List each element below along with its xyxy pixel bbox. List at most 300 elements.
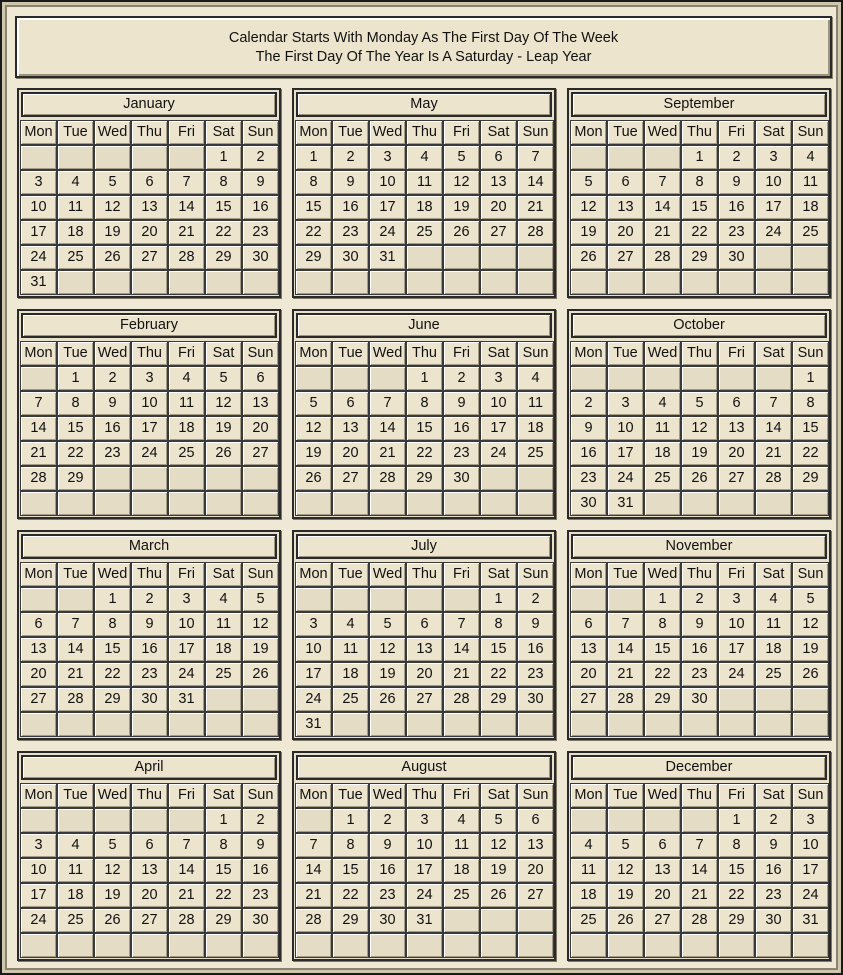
day-cell: 29 — [480, 687, 517, 712]
day-cell: 27 — [607, 245, 644, 270]
day-cell: 28 — [20, 466, 57, 491]
day-cell: 14 — [607, 637, 644, 662]
day-cell: 19 — [792, 637, 829, 662]
day-cell: 1 — [94, 587, 131, 612]
empty-day-cell — [168, 808, 205, 833]
day-cell: 10 — [131, 391, 168, 416]
weekday-header-mon: Mon — [295, 783, 332, 808]
day-cell: 7 — [168, 170, 205, 195]
day-cell: 6 — [20, 612, 57, 637]
weekday-header-fri: Fri — [443, 120, 480, 145]
day-cell: 29 — [57, 466, 94, 491]
weekday-header-mon: Mon — [295, 341, 332, 366]
empty-day-cell — [168, 712, 205, 737]
weekday-header-wed: Wed — [369, 341, 406, 366]
empty-day-cell — [205, 687, 242, 712]
day-cell: 27 — [570, 687, 607, 712]
weekday-header-tue: Tue — [332, 120, 369, 145]
empty-day-cell — [480, 466, 517, 491]
day-cell: 21 — [168, 220, 205, 245]
day-cell: 27 — [20, 687, 57, 712]
day-cell: 18 — [755, 637, 792, 662]
weekday-header-sat: Sat — [480, 562, 517, 587]
day-cell: 25 — [205, 662, 242, 687]
month-december — [567, 751, 831, 961]
day-cell: 19 — [242, 637, 279, 662]
day-cell: 28 — [168, 245, 205, 270]
empty-day-cell — [517, 908, 554, 933]
empty-day-cell — [644, 712, 681, 737]
day-cell: 30 — [755, 908, 792, 933]
day-cell: 4 — [755, 587, 792, 612]
empty-day-cell — [57, 808, 94, 833]
day-cell: 30 — [718, 245, 755, 270]
empty-day-cell — [443, 491, 480, 516]
day-cell: 4 — [443, 808, 480, 833]
empty-day-cell — [570, 145, 607, 170]
day-cell: 25 — [406, 220, 443, 245]
empty-day-cell — [242, 712, 279, 737]
weekday-header-thu: Thu — [406, 341, 443, 366]
empty-day-cell — [570, 270, 607, 295]
day-cell: 20 — [644, 883, 681, 908]
day-cell: 3 — [607, 391, 644, 416]
day-cell: 4 — [168, 366, 205, 391]
day-cell: 5 — [792, 587, 829, 612]
day-cell: 2 — [242, 808, 279, 833]
month-september — [567, 88, 831, 298]
day-cell: 22 — [295, 220, 332, 245]
empty-day-cell — [94, 491, 131, 516]
day-cell: 15 — [644, 637, 681, 662]
day-cell: 2 — [517, 587, 554, 612]
day-cell: 28 — [607, 687, 644, 712]
day-cell: 19 — [295, 441, 332, 466]
day-cell: 24 — [480, 441, 517, 466]
day-cell: 15 — [406, 416, 443, 441]
day-cell: 21 — [443, 662, 480, 687]
day-cell: 6 — [131, 833, 168, 858]
day-cell: 5 — [369, 612, 406, 637]
weekday-header-mon: Mon — [570, 562, 607, 587]
day-cell: 24 — [792, 883, 829, 908]
weekday-header-sun: Sun — [517, 341, 554, 366]
day-cell: 29 — [205, 908, 242, 933]
empty-day-cell — [480, 270, 517, 295]
day-cell: 1 — [205, 808, 242, 833]
empty-day-cell — [131, 466, 168, 491]
empty-day-cell — [570, 808, 607, 833]
day-cell: 8 — [295, 170, 332, 195]
day-cell: 7 — [607, 612, 644, 637]
day-cell: 12 — [480, 833, 517, 858]
day-cell: 17 — [131, 416, 168, 441]
day-cell: 29 — [792, 466, 829, 491]
day-cell: 25 — [443, 883, 480, 908]
day-cell: 1 — [57, 366, 94, 391]
day-cell: 27 — [718, 466, 755, 491]
day-cell: 8 — [94, 612, 131, 637]
empty-day-cell — [406, 270, 443, 295]
day-cell: 14 — [681, 858, 718, 883]
day-cell: 26 — [480, 883, 517, 908]
day-cell: 6 — [644, 833, 681, 858]
month-title: March — [21, 534, 277, 559]
day-cell: 16 — [570, 441, 607, 466]
day-cell: 2 — [681, 587, 718, 612]
day-cell: 10 — [607, 416, 644, 441]
day-cell: 18 — [332, 662, 369, 687]
empty-day-cell — [570, 366, 607, 391]
day-cell: 26 — [607, 908, 644, 933]
day-cell: 19 — [94, 883, 131, 908]
weekday-header-wed: Wed — [644, 562, 681, 587]
empty-day-cell — [369, 712, 406, 737]
empty-day-cell — [792, 245, 829, 270]
day-cell: 4 — [792, 145, 829, 170]
weekday-header-sat: Sat — [755, 783, 792, 808]
day-cell: 5 — [205, 366, 242, 391]
empty-day-cell — [205, 491, 242, 516]
day-cell: 7 — [443, 612, 480, 637]
day-cell: 14 — [517, 170, 554, 195]
day-cell: 30 — [681, 687, 718, 712]
day-cell: 21 — [168, 883, 205, 908]
weekday-header-mon: Mon — [295, 120, 332, 145]
day-cell: 17 — [755, 195, 792, 220]
weekday-header-mon: Mon — [295, 562, 332, 587]
day-cell: 21 — [755, 441, 792, 466]
weekday-header-sun: Sun — [242, 120, 279, 145]
weekday-header-fri: Fri — [718, 783, 755, 808]
day-cell: 4 — [205, 587, 242, 612]
day-cell: 9 — [755, 833, 792, 858]
empty-day-cell — [20, 366, 57, 391]
day-cell: 31 — [20, 270, 57, 295]
empty-day-cell — [480, 908, 517, 933]
weekday-header-thu: Thu — [681, 120, 718, 145]
day-cell: 11 — [755, 612, 792, 637]
day-cell: 1 — [406, 366, 443, 391]
weekday-header-tue: Tue — [332, 783, 369, 808]
month-grid — [570, 341, 829, 516]
day-cell: 2 — [570, 391, 607, 416]
empty-day-cell — [406, 245, 443, 270]
day-cell: 11 — [57, 858, 94, 883]
day-cell: 6 — [480, 145, 517, 170]
day-cell: 17 — [792, 858, 829, 883]
day-cell: 25 — [570, 908, 607, 933]
day-cell: 13 — [131, 858, 168, 883]
month-grid — [295, 341, 554, 516]
day-cell: 24 — [295, 687, 332, 712]
empty-day-cell — [607, 712, 644, 737]
empty-day-cell — [94, 270, 131, 295]
day-cell: 5 — [242, 587, 279, 612]
day-cell: 30 — [242, 908, 279, 933]
day-cell: 12 — [607, 858, 644, 883]
weekday-header-wed: Wed — [94, 341, 131, 366]
day-cell: 7 — [369, 391, 406, 416]
day-cell: 1 — [718, 808, 755, 833]
empty-day-cell — [607, 808, 644, 833]
day-cell: 12 — [242, 612, 279, 637]
day-cell: 20 — [406, 662, 443, 687]
empty-day-cell — [607, 366, 644, 391]
empty-day-cell — [607, 270, 644, 295]
day-cell: 7 — [168, 833, 205, 858]
day-cell: 27 — [242, 441, 279, 466]
empty-day-cell — [131, 270, 168, 295]
day-cell: 3 — [406, 808, 443, 833]
empty-day-cell — [681, 808, 718, 833]
day-cell: 18 — [443, 858, 480, 883]
day-cell: 10 — [168, 612, 205, 637]
empty-day-cell — [792, 491, 829, 516]
day-cell: 7 — [644, 170, 681, 195]
weekday-header-wed: Wed — [369, 783, 406, 808]
empty-day-cell — [57, 587, 94, 612]
day-cell: 18 — [644, 441, 681, 466]
weekday-header-tue: Tue — [57, 341, 94, 366]
day-cell: 16 — [242, 195, 279, 220]
day-cell: 12 — [205, 391, 242, 416]
day-cell: 13 — [718, 416, 755, 441]
day-cell: 13 — [644, 858, 681, 883]
empty-day-cell — [94, 933, 131, 958]
empty-day-cell — [517, 270, 554, 295]
empty-day-cell — [644, 491, 681, 516]
day-cell: 21 — [681, 883, 718, 908]
empty-day-cell — [406, 587, 443, 612]
day-cell: 13 — [20, 637, 57, 662]
day-cell: 3 — [20, 170, 57, 195]
weekday-header-sun: Sun — [792, 341, 829, 366]
empty-day-cell — [205, 270, 242, 295]
day-cell: 25 — [57, 908, 94, 933]
day-cell: 19 — [443, 195, 480, 220]
day-cell: 2 — [131, 587, 168, 612]
day-cell: 7 — [517, 145, 554, 170]
empty-day-cell — [607, 933, 644, 958]
weekday-header-wed: Wed — [94, 562, 131, 587]
weekday-header-sat: Sat — [755, 341, 792, 366]
day-cell: 22 — [57, 441, 94, 466]
day-cell: 8 — [205, 170, 242, 195]
day-cell: 18 — [792, 195, 829, 220]
weekday-header-sat: Sat — [480, 341, 517, 366]
day-cell: 8 — [480, 612, 517, 637]
empty-day-cell — [168, 145, 205, 170]
month-title: October — [571, 313, 827, 338]
day-cell: 16 — [718, 195, 755, 220]
day-cell: 9 — [242, 170, 279, 195]
day-cell: 5 — [570, 170, 607, 195]
month-title: July — [296, 534, 552, 559]
day-cell: 19 — [607, 883, 644, 908]
empty-day-cell — [517, 491, 554, 516]
empty-day-cell — [131, 145, 168, 170]
day-cell: 6 — [406, 612, 443, 637]
empty-day-cell — [295, 587, 332, 612]
empty-day-cell — [718, 712, 755, 737]
weekday-header-mon: Mon — [20, 120, 57, 145]
day-cell: 25 — [517, 441, 554, 466]
month-grid — [295, 562, 554, 737]
day-cell: 8 — [57, 391, 94, 416]
day-cell: 17 — [168, 637, 205, 662]
day-cell: 16 — [242, 858, 279, 883]
day-cell: 9 — [242, 833, 279, 858]
day-cell: 28 — [755, 466, 792, 491]
empty-day-cell — [131, 808, 168, 833]
day-cell: 25 — [755, 662, 792, 687]
day-cell: 30 — [517, 687, 554, 712]
day-cell: 3 — [480, 366, 517, 391]
empty-day-cell — [755, 245, 792, 270]
day-cell: 21 — [517, 195, 554, 220]
day-cell: 20 — [570, 662, 607, 687]
empty-day-cell — [295, 808, 332, 833]
day-cell: 30 — [369, 908, 406, 933]
day-cell: 15 — [681, 195, 718, 220]
day-cell: 28 — [57, 687, 94, 712]
day-cell: 14 — [57, 637, 94, 662]
empty-day-cell — [131, 933, 168, 958]
weekday-header-wed: Wed — [644, 120, 681, 145]
day-cell: 13 — [406, 637, 443, 662]
month-march — [17, 530, 281, 740]
month-grid — [570, 120, 829, 295]
empty-day-cell — [94, 145, 131, 170]
day-cell: 13 — [332, 416, 369, 441]
day-cell: 26 — [443, 220, 480, 245]
day-cell: 23 — [242, 220, 279, 245]
weekday-header-sun: Sun — [242, 783, 279, 808]
day-cell: 31 — [295, 712, 332, 737]
day-cell: 29 — [295, 245, 332, 270]
day-cell: 12 — [369, 637, 406, 662]
empty-day-cell — [480, 245, 517, 270]
empty-day-cell — [755, 933, 792, 958]
day-cell: 5 — [94, 170, 131, 195]
day-cell: 15 — [792, 416, 829, 441]
day-cell: 16 — [681, 637, 718, 662]
day-cell: 18 — [57, 883, 94, 908]
day-cell: 10 — [295, 637, 332, 662]
day-cell: 19 — [480, 858, 517, 883]
weekday-header-mon: Mon — [570, 783, 607, 808]
empty-day-cell — [480, 712, 517, 737]
weekday-header-thu: Thu — [131, 341, 168, 366]
empty-day-cell — [205, 933, 242, 958]
day-cell: 13 — [131, 195, 168, 220]
month-february — [17, 309, 281, 519]
day-cell: 30 — [443, 466, 480, 491]
day-cell: 11 — [168, 391, 205, 416]
weekday-header-tue: Tue — [57, 783, 94, 808]
day-cell: 17 — [480, 416, 517, 441]
empty-day-cell — [480, 491, 517, 516]
day-cell: 23 — [94, 441, 131, 466]
day-cell: 29 — [644, 687, 681, 712]
day-cell: 12 — [792, 612, 829, 637]
day-cell: 24 — [718, 662, 755, 687]
day-cell: 26 — [295, 466, 332, 491]
day-cell: 20 — [607, 220, 644, 245]
empty-day-cell — [570, 933, 607, 958]
day-cell: 24 — [406, 883, 443, 908]
day-cell: 11 — [57, 195, 94, 220]
empty-day-cell — [94, 712, 131, 737]
weekday-header-wed: Wed — [644, 783, 681, 808]
day-cell: 26 — [570, 245, 607, 270]
day-cell: 10 — [792, 833, 829, 858]
weekday-header-sat: Sat — [205, 341, 242, 366]
weekday-header-thu: Thu — [131, 120, 168, 145]
day-cell: 15 — [480, 637, 517, 662]
empty-day-cell — [369, 270, 406, 295]
day-cell: 7 — [681, 833, 718, 858]
weekday-header-fri: Fri — [168, 341, 205, 366]
empty-day-cell — [168, 933, 205, 958]
day-cell: 27 — [517, 883, 554, 908]
day-cell: 16 — [443, 416, 480, 441]
day-cell: 17 — [20, 883, 57, 908]
day-cell: 22 — [205, 220, 242, 245]
day-cell: 18 — [517, 416, 554, 441]
day-cell: 6 — [718, 391, 755, 416]
day-cell: 20 — [131, 220, 168, 245]
day-cell: 2 — [718, 145, 755, 170]
day-cell: 18 — [570, 883, 607, 908]
day-cell: 7 — [295, 833, 332, 858]
day-cell: 14 — [443, 637, 480, 662]
empty-day-cell — [332, 491, 369, 516]
day-cell: 29 — [205, 245, 242, 270]
day-cell: 9 — [718, 170, 755, 195]
calendar-header — [15, 16, 832, 78]
day-cell: 11 — [644, 416, 681, 441]
empty-day-cell — [443, 245, 480, 270]
day-cell: 8 — [792, 391, 829, 416]
empty-day-cell — [517, 466, 554, 491]
month-title: June — [296, 313, 552, 338]
empty-day-cell — [295, 366, 332, 391]
day-cell: 22 — [792, 441, 829, 466]
day-cell: 23 — [681, 662, 718, 687]
day-cell: 28 — [681, 908, 718, 933]
day-cell: 28 — [517, 220, 554, 245]
day-cell: 26 — [792, 662, 829, 687]
weekday-header-sat: Sat — [755, 562, 792, 587]
empty-day-cell — [607, 145, 644, 170]
empty-day-cell — [242, 933, 279, 958]
weekday-header-thu: Thu — [131, 783, 168, 808]
empty-day-cell — [755, 366, 792, 391]
day-cell: 11 — [332, 637, 369, 662]
day-cell: 8 — [681, 170, 718, 195]
empty-day-cell — [332, 270, 369, 295]
day-cell: 27 — [131, 245, 168, 270]
empty-day-cell — [644, 366, 681, 391]
day-cell: 7 — [20, 391, 57, 416]
empty-day-cell — [57, 712, 94, 737]
day-cell: 23 — [570, 466, 607, 491]
weekday-header-sat: Sat — [480, 783, 517, 808]
month-title: August — [296, 755, 552, 780]
empty-day-cell — [718, 933, 755, 958]
